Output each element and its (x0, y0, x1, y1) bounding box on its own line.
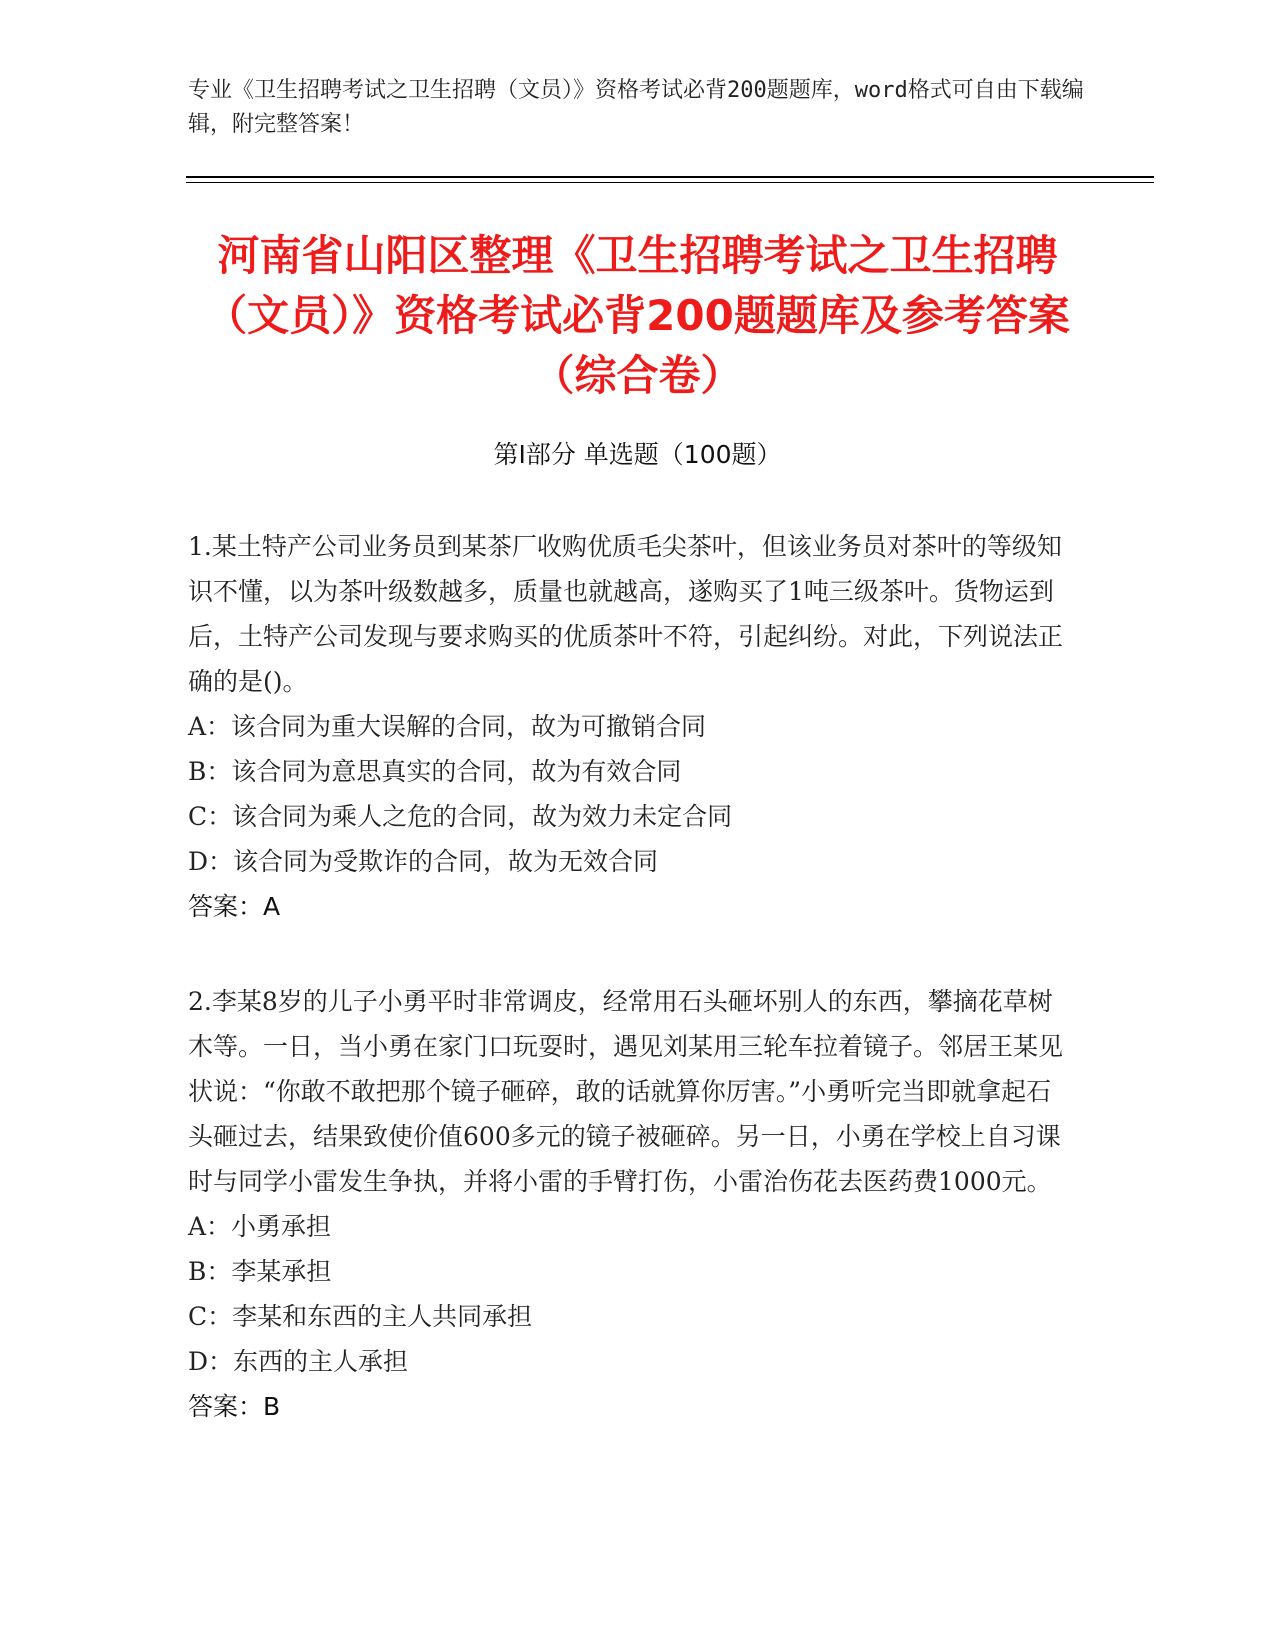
section-heading: 第Ⅰ部分 单选题（100题） (493, 440, 782, 469)
question-option-b: B：李某承担 (188, 1257, 332, 1286)
question-answer: 答案：B (188, 1392, 281, 1421)
question-option-a: A：该合同为重大误解的合同，故为可撤销合同 (188, 712, 707, 741)
question-option-d: D：东西的主人承担 (188, 1347, 409, 1376)
header-divider-thin (186, 182, 1154, 183)
question-stem: 2.李某8岁的儿子小勇平时非常调皮，经常用石头砸坏别人的东西，攀摘花草树木等。一日，当小勇在家门口玩耍时，遇见刘某用三轮车拉着镜子。邻居王某见状说：“你敢不敢把那个镜子砸碎，敢的话就算你厉害。”小勇听完当即就拿起石头砸过去，结果致使价值600多元的镜子被砸碎。另一日，小勇在学校上自习课时与同学小雷发生争执，并将小雷的手臂打伤，小雷治伤花去医药费1000元。 (188, 987, 1064, 1196)
header-note: 专业《卫生招聘考试之卫生招聘（文员）》资格考试必背200题题库，word格式可自由下载编辑，附完整答案！ (188, 78, 1084, 137)
header-divider (186, 176, 1154, 178)
question-answer: 答案：A (188, 892, 281, 921)
question-option-d: D：该合同为受欺诈的合同，故为无效合同 (188, 847, 659, 876)
question-option-a: A：小勇承担 (188, 1212, 332, 1241)
question-stem: 1.某土特产公司业务员到某茶厂收购优质毛尖茶叶，但该业务员对茶叶的等级知识不懂，以为茶叶级数越多，质量也就越高，遂购买了1吨三级茶叶。货物运到后，土特产公司发现与要求购买的优质茶叶不符，引起纠纷。对此，下列说法正确的是()。 (188, 532, 1064, 696)
question-option-c: C：该合同为乘人之危的合同，故为效力未定合同 (188, 802, 733, 831)
question-option-c: C：李某和东西的主人共同承担 (188, 1302, 533, 1331)
question-option-b: B：该合同为意思真实的合同，故为有效合同 (188, 757, 682, 786)
question-block (188, 979, 1068, 1429)
question-block (188, 524, 1068, 929)
document-title: 河南省山阳区整理《卫生招聘考试之卫生招聘（文员）》资格考试必背200题题库及参考答案（综合卷） (205, 231, 1070, 400)
